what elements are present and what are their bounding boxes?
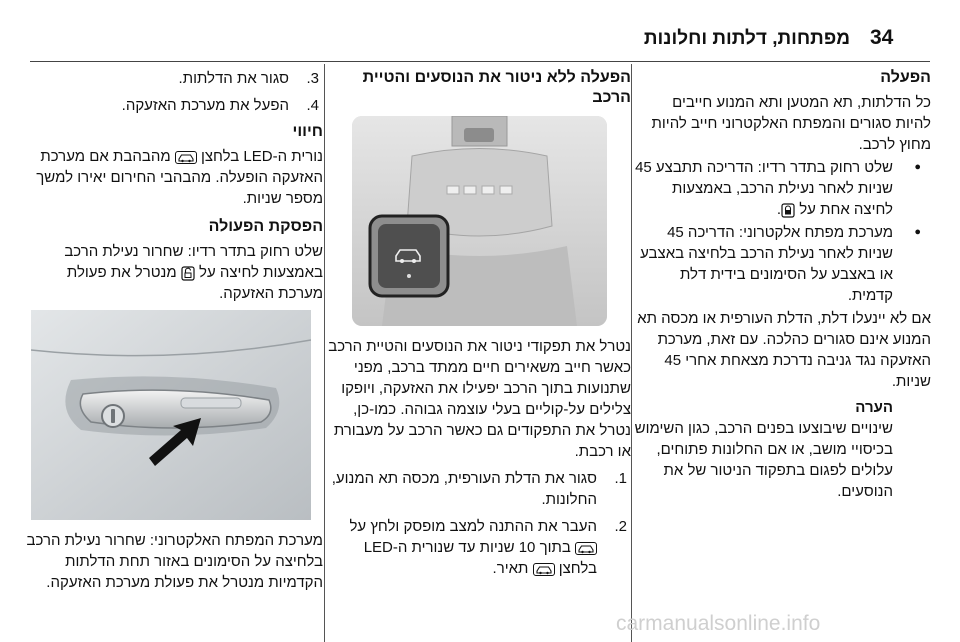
deactivation-text-keyless: מערכת המפתח האלקטרוני: שחרור נעילת הרכב בלחיצה על הסימונים באזור תחת הדלתות הקדמיות מנטרל את פעולת מערכת האזעקה. [26, 532, 323, 591]
column-status [20, 64, 323, 642]
step-text: הפעל את מערכת האזעקה. [121, 97, 289, 114]
step-number: 2. [614, 518, 627, 535]
activation-bullets [634, 157, 931, 306]
step-text: סגור את הדלת העורפית, מכסה תא המנוע, החלונות. [331, 470, 597, 508]
car-alarm-icon [533, 563, 555, 576]
section-heading-status: חיווי [292, 123, 323, 140]
door-handle-illustration [31, 310, 311, 520]
unlock-icon [181, 266, 195, 281]
list-item: ● מערכת מפתח אלקטרוני: הדריכה 45 שניות לאחר נעילת הרכב בלחיצה באצבע או באצבע על הסימונים בידית דלת קדמית. [634, 222, 931, 306]
door-handle-image [31, 310, 311, 520]
lock-icon [781, 203, 795, 218]
page-header [0, 0, 960, 62]
note-text: שינויים שיבוצעו בפנים הרכב, כגון השימוש בכיסויי מושב, או אם החלונות פתוחים, עלולים לפגום בתפקוד הניטור של את הנוסעים. [634, 420, 893, 500]
bullet-text: שלט רחוק בתדר רדיו: הדריכה תתבצע 45 שניות לאחר נעילת הרכב, באמצעות לחיצה אחת על [635, 159, 893, 218]
list-item [328, 516, 631, 579]
list-item [20, 68, 323, 89]
page-title: מפתחות, דלתות וחלונות [643, 28, 850, 49]
bullet-tail: . [776, 201, 782, 218]
car-alarm-icon [575, 542, 597, 555]
step-number: 3. [306, 70, 319, 87]
no-monitoring-body: נטרל את תפקודי ניטור את הנוסעים והטיית הרכב כאשר חייב משאירים חיים ממתד ברכב, מפני שתנועות בתוך הרכב יפעילו את האזעקה, ויופקו צלילים על-קוליים בעלי עוצמה גבוהה. כמו-כן, נטרל את התפקודים גם כאשר הרכב על מעבורת או רכבת. [328, 338, 631, 460]
watermark: carmanualsonline.info [616, 612, 821, 635]
column-no-monitoring [328, 64, 631, 642]
column-divider [324, 64, 325, 642]
activation-steps-cont [20, 68, 323, 116]
list-item [634, 157, 931, 220]
note-title: הערה [855, 399, 893, 416]
step-number: 1. [614, 470, 627, 487]
overhead-console-illustration [352, 116, 607, 326]
step-text: סגור את הדלתות. [178, 70, 289, 87]
step-number: 4. [306, 97, 319, 114]
column-divider [631, 64, 632, 642]
status-text: נורית ה-LED בלחצן מהבהבת אם מערכת האזעקה הופעלה. מהבהבי החירום יאירו למשך מספר שניות. [36, 148, 323, 207]
section-heading-no-monitoring: הפעלה ללא ניטור את הנוסעים והטיית הרכב [362, 69, 631, 106]
activation-body: אם לא יינעלו דלת, הדלת העורפית או מכסה תא המנוע אינם סגורים כהלכה. עם זאת, מערכת האזעקה נגד גניבה נדרכת מצאחת אחרי 45 שניות. [637, 310, 931, 390]
list-item [328, 468, 631, 510]
column-activation [634, 64, 931, 642]
list-item [20, 95, 323, 116]
section-heading-activation: הפעלה [880, 69, 931, 86]
header-divider [30, 61, 930, 62]
overhead-console-image [352, 116, 607, 326]
page-number: 34 [870, 26, 894, 49]
section-heading-deactivation: הפסקת הפעולה [208, 218, 323, 235]
activation-intro: כל הדלתות, תא המטען ותא המנוע חייבים להיות סגורים והמפתח האלקטרוני חייב להיות מחוץ לרכב. [651, 94, 931, 153]
note-block [634, 398, 931, 502]
deactivation-text: שלט רחוק בתדר רדיו: שחרור נעילת הרכב באמצעות לחיצה על מנטרל את פעולת מערכת האזעקה. [64, 243, 323, 302]
no-monitoring-steps [328, 468, 631, 579]
car-alarm-icon [175, 151, 197, 164]
step-text: העבר את ההתנה למצב מופסק ולחץ על בתוך 10 שניות עד שנורית ה-LED בלחצן תאיר. [349, 518, 597, 577]
